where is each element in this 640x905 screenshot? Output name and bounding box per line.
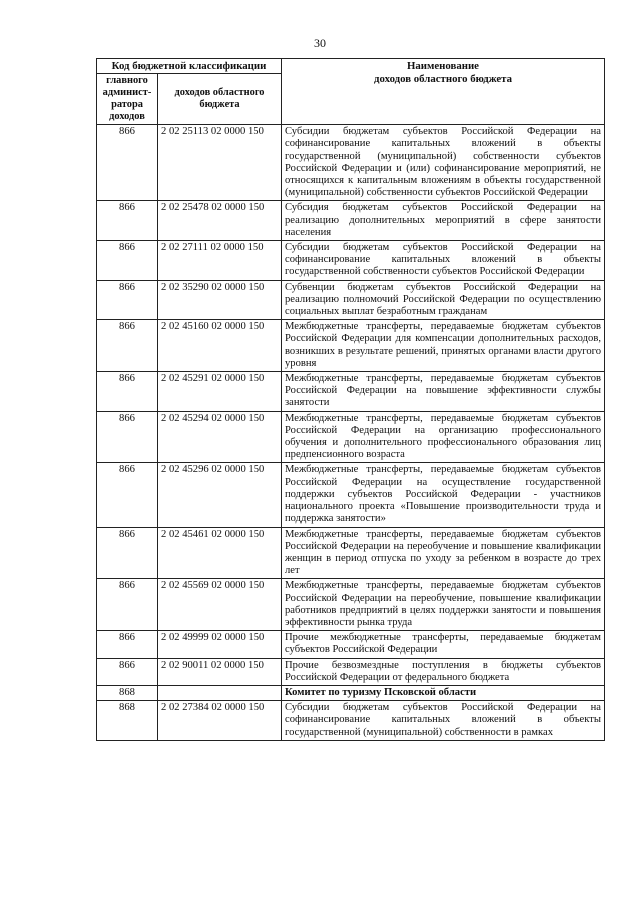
table-row: [97, 463, 605, 527]
row-admin-code: 868: [97, 685, 158, 700]
row-section-title: Комитет по туризму Псковской области: [282, 685, 605, 700]
table-row: [97, 372, 605, 412]
table-row: [97, 701, 605, 741]
row-income-code: 2 02 27384 02 0000 150: [158, 701, 282, 741]
row-income-code: 2 02 27111 02 0000 150: [158, 241, 282, 281]
row-income-name: Межбюджетные трансферты, передаваемые бюджетам субъектов Российской Федерации для компенсации дополнительных расходов, возникших в результате решений, принятых органами власти другого уровня: [282, 320, 605, 372]
row-admin-code: 866: [97, 411, 158, 463]
row-income-name: Субсидия бюджетам субъектов Российской Федерации на реализацию дополнительных мероприятий в сфере занятости населения: [282, 201, 605, 241]
row-admin-code: 866: [97, 125, 158, 201]
table-header: [97, 59, 605, 125]
row-admin-code: 866: [97, 579, 158, 631]
table-row: [97, 201, 605, 241]
row-admin-code: 866: [97, 527, 158, 579]
row-income-code: [158, 685, 282, 700]
row-income-code: 2 02 45294 02 0000 150: [158, 411, 282, 463]
table-row: [97, 125, 605, 201]
header-admin-line-4: доходов: [109, 111, 145, 123]
row-income-name: Прочие безвозмездные поступления в бюджеты субъектов Российской Федерации от федерального бюджета: [282, 658, 605, 685]
row-income-code: 2 02 45569 02 0000 150: [158, 579, 282, 631]
row-income-code: 2 02 45160 02 0000 150: [158, 320, 282, 372]
row-income-code: 2 02 90011 02 0000 150: [158, 658, 282, 685]
table-body: [97, 125, 605, 741]
table-row: [97, 241, 605, 281]
row-admin-code: 866: [97, 658, 158, 685]
table-row: [97, 579, 605, 631]
header-admin-line-2: админист-: [102, 87, 152, 99]
row-income-name: Субсидии бюджетам субъектов Российской Федерации на софинансирование капитальных вложений в объекты государственной (муниципальной) собственности субъектов Российской Федерации и (или) софинансирование мероприятий, не относящихся к капитальным вложениям в объекты государственной (муниципальной) собственности субъектов Российской Федерации: [282, 125, 605, 201]
header-main-administrator: [97, 74, 158, 125]
header-name-line-2: доходов областного бюджета: [373, 73, 513, 85]
table-row: [97, 658, 605, 685]
row-income-code: 2 02 45296 02 0000 150: [158, 463, 282, 527]
table-row: [97, 631, 605, 658]
row-income-code: 2 02 25478 02 0000 150: [158, 201, 282, 241]
budget-classification-table: [96, 58, 605, 741]
table-row: [97, 685, 605, 700]
row-admin-code: 866: [97, 201, 158, 241]
header-income-line-1: доходов областного: [174, 87, 265, 99]
row-admin-code: 868: [97, 701, 158, 741]
table-row: [97, 411, 605, 463]
header-name-line-1: Наименование: [407, 60, 479, 72]
header-regional-budget-income: [158, 74, 282, 125]
row-income-code: 2 02 49999 02 0000 150: [158, 631, 282, 658]
row-income-code: 2 02 45461 02 0000 150: [158, 527, 282, 579]
row-income-name: Прочие межбюджетные трансферты, передаваемые бюджетам субъектов Российской Федерации: [282, 631, 605, 658]
row-income-code: 2 02 25113 02 0000 150: [158, 125, 282, 201]
header-income-name: [282, 59, 605, 125]
table-row: [97, 280, 605, 320]
row-income-code: 2 02 45291 02 0000 150: [158, 372, 282, 412]
row-income-name: Межбюджетные трансферты, передаваемые бюджетам субъектов Российской Федерации на переобучение и повышение квалификации женщин в период отпуска по уходу за ребенком в возрасте до трех лет: [282, 527, 605, 579]
row-admin-code: 866: [97, 320, 158, 372]
table-row: [97, 527, 605, 579]
row-admin-code: 866: [97, 631, 158, 658]
row-income-name: Субсидии бюджетам субъектов Российской Федерации на софинансирование капитальных вложений в объекты государственной (муниципальной) собственности в рамках: [282, 701, 605, 741]
row-admin-code: 866: [97, 280, 158, 320]
header-classification-code: Код бюджетной классификации: [97, 59, 282, 74]
row-admin-code: 866: [97, 372, 158, 412]
table-row: [97, 320, 605, 372]
row-admin-code: 866: [97, 241, 158, 281]
row-income-code: 2 02 35290 02 0000 150: [158, 280, 282, 320]
header-income-line-2: бюджета: [199, 99, 240, 111]
row-income-name: Субвенции бюджетам субъектов Российской Федерации на реализацию полномочий Российской Федерации по осуществлению социальных выплат безработным гражданам: [282, 280, 605, 320]
page-number: 30: [314, 36, 326, 50]
header-admin-line-3: ратора: [111, 99, 143, 111]
row-income-name: Межбюджетные трансферты, передаваемые бюджетам субъектов Российской Федерации на организацию профессионального обучения и дополнительного профессионального образования лиц предпенсионного возраста: [282, 411, 605, 463]
row-income-name: Межбюджетные трансферты, передаваемые бюджетам субъектов Российской Федерации на повышение эффективности службы занятости: [282, 372, 605, 412]
row-income-name: Межбюджетные трансферты, передаваемые бюджетам субъектов Российской Федерации на переобучение, повышение квалификации работников предприятий в целях поддержки занятости и повышения эффективности рынка труда: [282, 579, 605, 631]
header-admin-line-1: главного: [106, 75, 148, 87]
row-income-name: Субсидии бюджетам субъектов Российской Федерации на софинансирование капитальных вложений в объекты государственной собственности субъектов Российской Федерации: [282, 241, 605, 281]
row-admin-code: 866: [97, 463, 158, 527]
row-income-name: Межбюджетные трансферты, передаваемые бюджетам субъектов Российской Федерации на осуществление государственной поддержки субъектов Российской Федерации - участников национального проекта «Повышение производительности труда и поддержка занятости»: [282, 463, 605, 527]
